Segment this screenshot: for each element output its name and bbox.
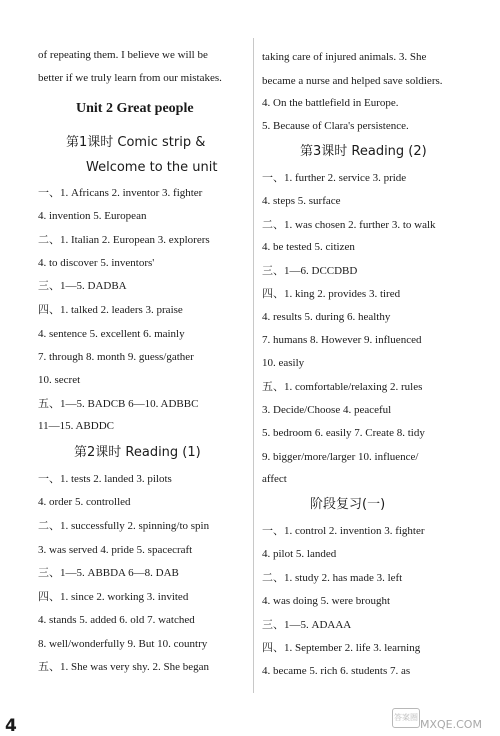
answer-line: 4. be tested 5. citizen (262, 241, 355, 253)
unit-title: Unit 2 Great people (76, 101, 194, 116)
answer-line: 五、1. comfortable/relaxing 2. rules (262, 381, 423, 393)
answer-line: 二、1. Italian 2. European 3. explorers (38, 234, 210, 246)
answer-line: 4. to discover 5. inventors' (38, 257, 155, 269)
answer-line: 7. through 8. month 9. guess/gather (38, 351, 194, 363)
answer-line: 四、1. king 2. provides 3. tired (262, 288, 401, 300)
review-title: 阶段复习(一) (310, 497, 386, 512)
answer-line: 3. was served 4. pride 5. spacecraft (38, 544, 193, 556)
answer-line: taking care of injured animals. 3. She (262, 51, 427, 63)
column-divider (253, 38, 254, 693)
answer-line: 4. invention 5. European (38, 210, 147, 222)
answer-line: 3. Decide/Choose 4. peaceful (262, 404, 392, 416)
text-line: of repeating them. I believe we will be (38, 49, 208, 61)
answer-line: 10. secret (38, 374, 81, 386)
lesson-3-title: 第3课时 Reading (2) (300, 144, 427, 159)
text-line: better if we truly learn from our mistakes. (38, 72, 222, 84)
answer-line: 4. was doing 5. were brought (262, 595, 391, 607)
lesson-1-subtitle: Welcome to the unit (86, 160, 218, 175)
answer-line: 7. humans 8. However 9. influenced (262, 334, 422, 346)
answer-line: 4. On the battlefield in Europe. (262, 97, 399, 109)
answer-line: 三、1—5. DADBA (38, 280, 127, 292)
answer-line: 四、1. September 2. life 3. learning (262, 642, 421, 654)
answer-line: 五、1—5. BADCB 6—10. ADBBC (38, 398, 199, 410)
answer-line: 4. results 5. during 6. healthy (262, 311, 391, 323)
answer-line: 一、1. Africans 2. inventor 3. fighter (38, 187, 203, 199)
answer-line: 10. easily (262, 357, 305, 369)
answer-line: 4. order 5. controlled (38, 496, 131, 508)
answer-line: 4. pilot 5. landed (262, 548, 337, 560)
answer-line: 5. bedroom 6. easily 7. Create 8. tidy (262, 427, 425, 439)
lesson-2-title: 第2课时 Reading (1) (74, 445, 201, 460)
watermark-logo-icon: 答案圈 (392, 708, 420, 728)
answer-line: 11—15. ABDDC (38, 420, 114, 432)
answer-line: 一、1. tests 2. landed 3. pilots (38, 473, 172, 485)
answer-line: 四、1. talked 2. leaders 3. praise (38, 304, 183, 316)
answer-line: 三、1—6. DCCDBD (262, 265, 358, 277)
page-number: 4 (5, 716, 17, 736)
answer-line: 4. steps 5. surface (262, 195, 341, 207)
watermark-site: MXQE.COM (420, 718, 482, 731)
answer-line: 三、1—5. ABBDA 6—8. DAB (38, 567, 179, 579)
answer-line: 二、1. successfully 2. spinning/to spin (38, 520, 210, 532)
answer-line: 一、1. further 2. service 3. pride (262, 172, 407, 184)
answer-line: 三、1—5. ADAAA (262, 619, 352, 631)
answer-line: 9. bigger/more/larger 10. influence/ (262, 451, 419, 463)
answer-line: 8. well/wonderfully 9. But 10. country (38, 638, 208, 650)
answer-line: 5. Because of Clara's persistence. (262, 120, 409, 132)
answer-line: 4. sentence 5. excellent 6. mainly (38, 328, 185, 340)
answer-line: became a nurse and helped save soldiers. (262, 75, 443, 87)
answer-line: 4. stands 5. added 6. old 7. watched (38, 614, 195, 626)
answer-line: 一、1. control 2. invention 3. fighter (262, 525, 425, 537)
answer-line: 四、1. since 2. working 3. invited (38, 591, 189, 603)
answer-line: 二、1. study 2. has made 3. left (262, 572, 403, 584)
answer-line: 4. became 5. rich 6. students 7. as (262, 665, 411, 677)
answer-line: 二、1. was chosen 2. further 3. to walk (262, 219, 436, 231)
lesson-1-title: 第1课时 Comic strip & (66, 135, 206, 150)
answer-line: 五、1. She was very shy. 2. She began (38, 661, 209, 673)
answer-line: affect (262, 473, 287, 485)
